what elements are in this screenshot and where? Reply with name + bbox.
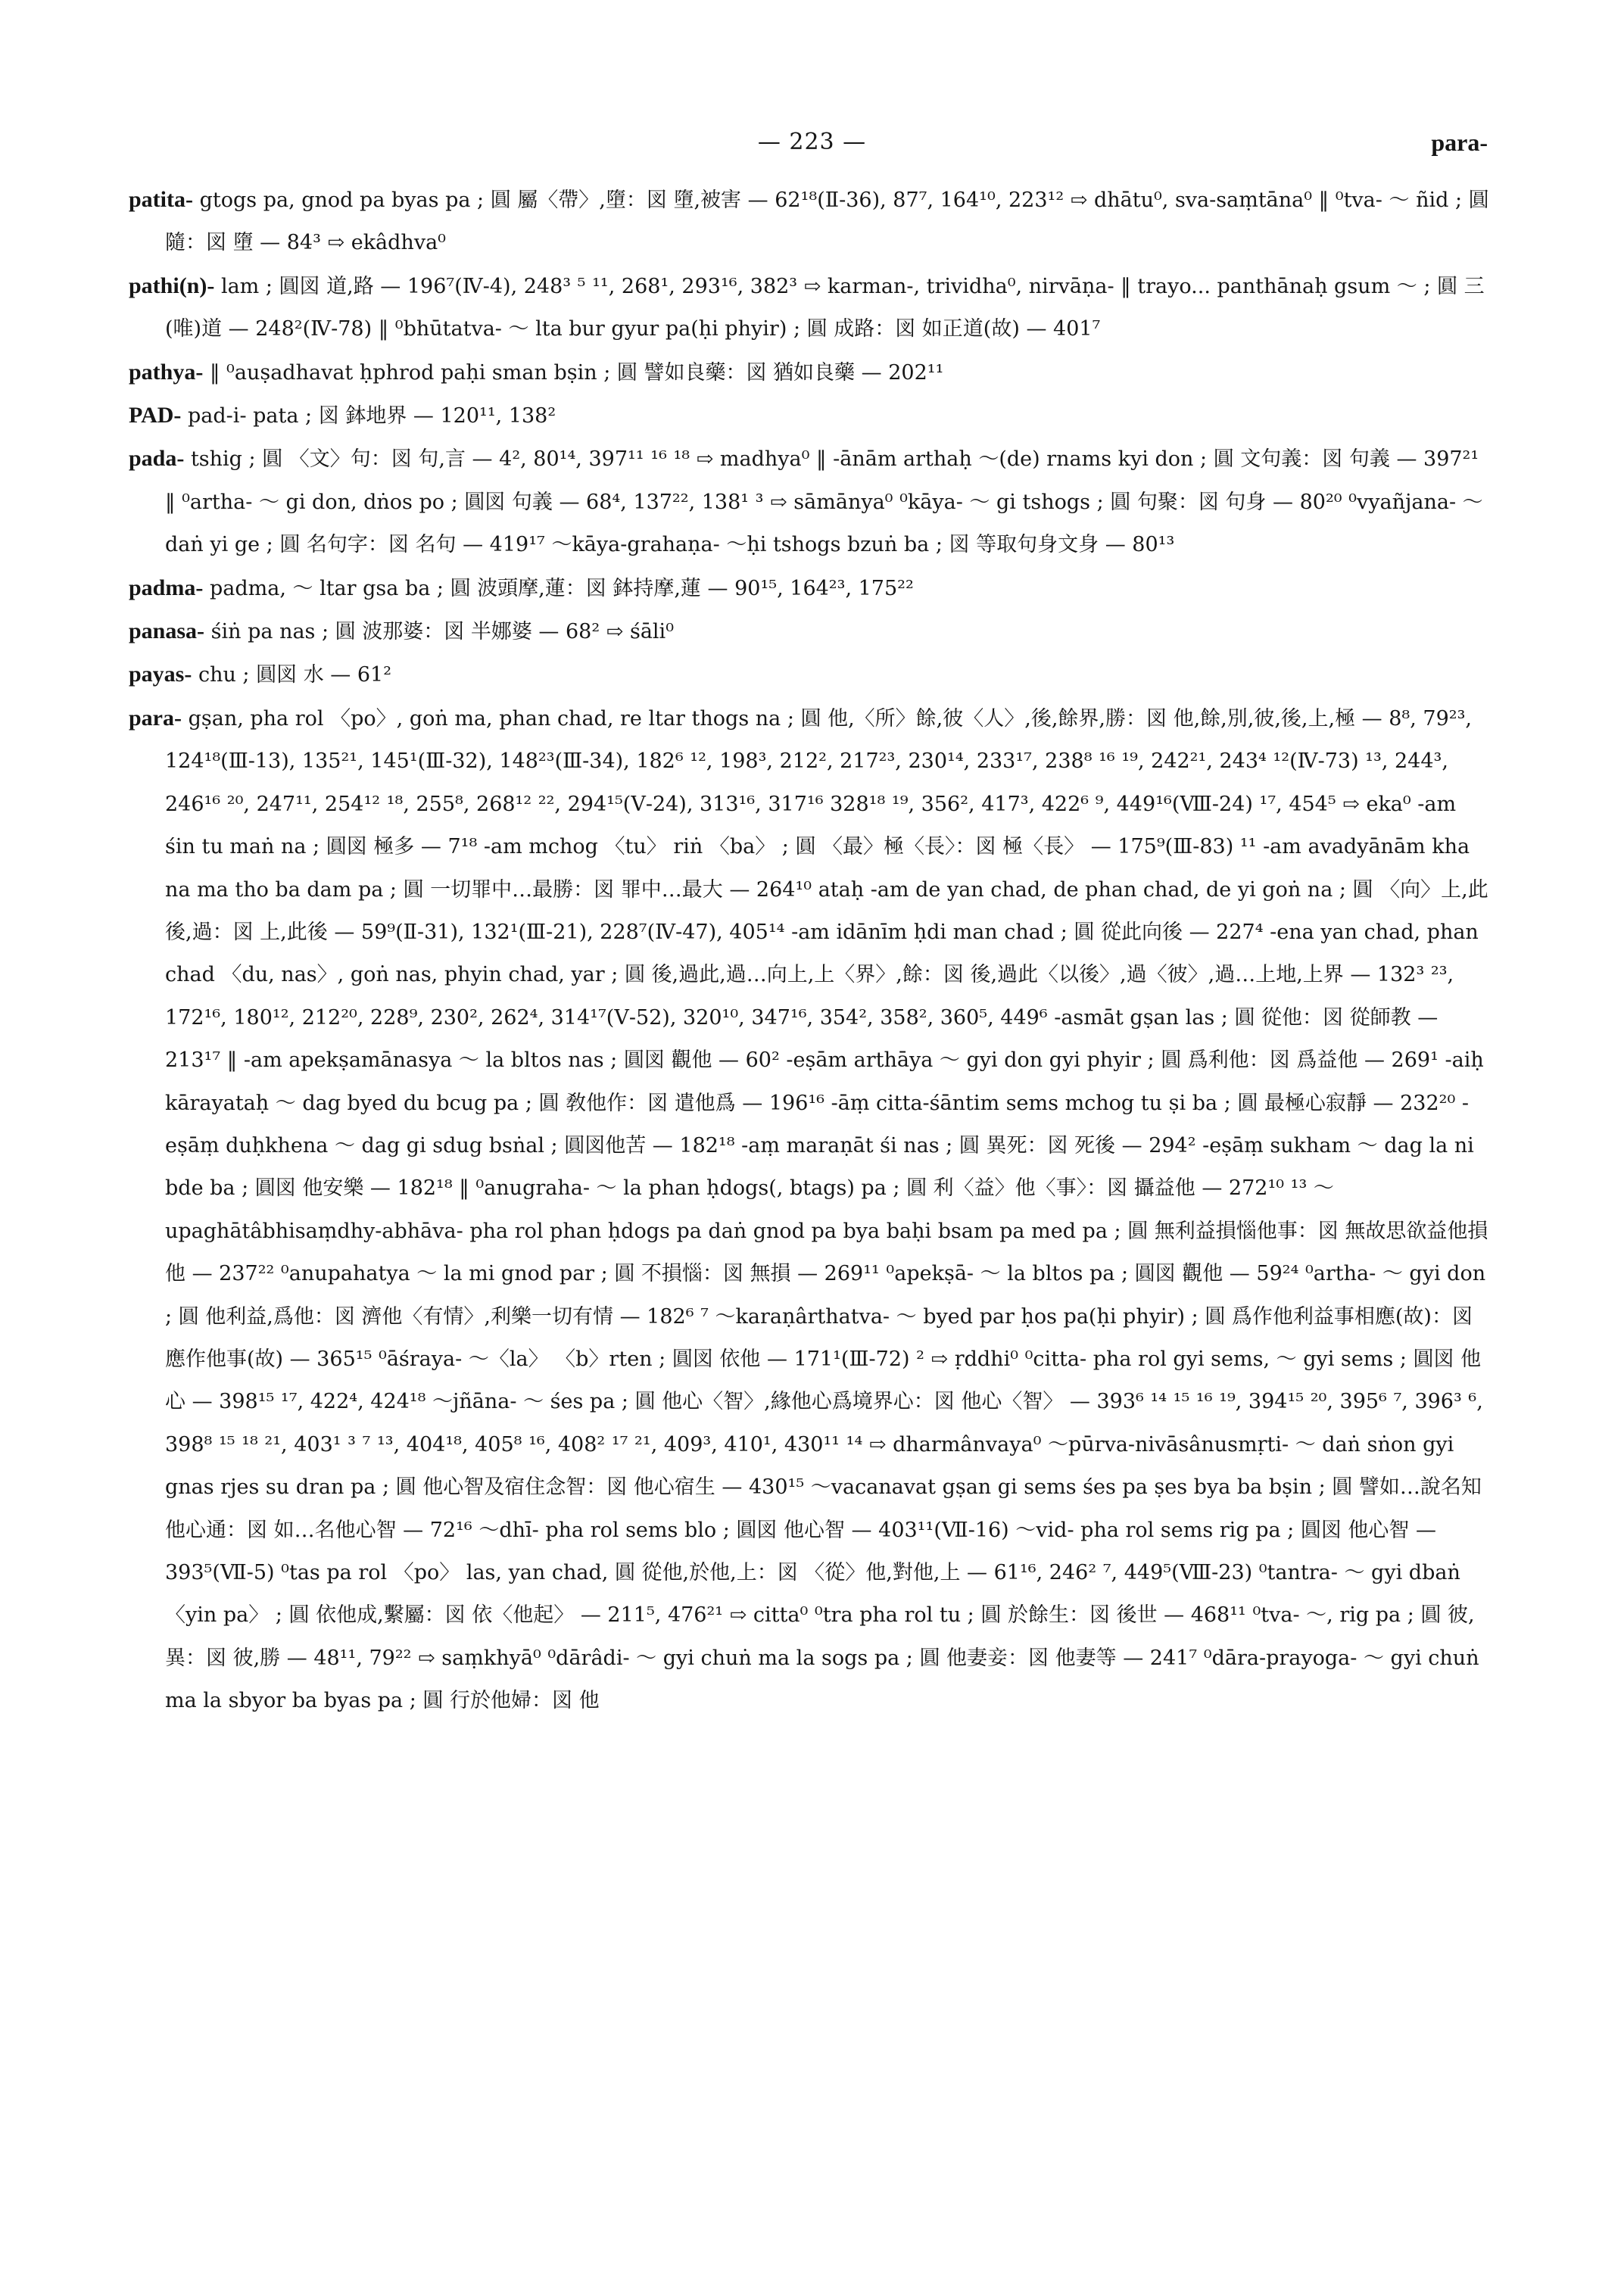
running-head: para- <box>1431 129 1488 156</box>
page-header <box>0 129 1624 159</box>
entry-payas <box>129 653 1492 696</box>
headword: pada- <box>129 446 185 472</box>
entries-body <box>129 179 1492 1723</box>
entry-text: śiṅ pa nas ; 圓 波那婆：図 半娜婆 — 68² ⇨ śāli⁰ <box>210 620 675 644</box>
entry-text: gṣan, pha rol 〈po〉, goṅ ma, phan chad, re ltar thogs na ; 圓 他,〈所〉餘,彼〈人〉,後,餘界,勝：図 他,餘,別,彼,後,上,極 — 8⁸, 79²³, 124¹⁸(Ⅲ-13), 135²¹, 145¹(Ⅲ-32), 148²³(Ⅲ-34), 182⁶ ¹², 198³, 212², 217²³, 230¹⁴, 233¹⁷, 238⁸ ¹⁶ ¹⁹, 242²¹, 243⁴ ¹²(Ⅳ-73) ¹³, 244³, 246¹⁶ ²⁰, 247¹¹, 254¹² ¹⁸, 255⁸, 268¹² ²², 294¹⁵(Ⅴ-24), 313¹⁶, 317¹⁶ 328¹⁸ ¹⁹, 356², 417³, 422⁶ ⁹, 449¹⁶(Ⅷ-24) ¹⁷, 454⁵ ⇨ eka⁰ -am śin tu maṅ na ; 圓図 極多 — 7¹⁸ -am mchog 〈tu〉 riṅ 〈ba〉 ; 圓 〈最〉極〈長〉：図 極〈長〉 — 175⁹(Ⅲ-83) ¹¹ -am avadyānām kha na ma tho ba dam pa ; 圓 一切罪中…最勝：図 罪中…最大 — 264¹⁰ ataḥ -am de yan chad, de phan chad, de yi goṅ na ; 圓 〈向〉上,此後,過：図 上,此後 — 59⁹(Ⅱ-31), 132¹(Ⅲ-21), 228⁷(Ⅳ-47), 405¹⁴ -am idānīm ḥdi man chad ; 圓 從此向後 — 227⁴ -ena yan chad, phan chad 〈du, nas〉, goṅ nas, phyin chad, yar ; 圓 後,過此,過…向上,上〈界〉,餘：図 後,過此〈以後〉,過〈彼〉,過…上地,上界 — 132³ ²³, 172¹⁶, 180¹², 212²⁰, 228⁹, 230², 262⁴, 314¹⁷(Ⅴ-52), 320¹⁰, 347¹⁶, 354², 358², 360⁵, 449⁶ -asmāt gṣan las ; 圓 從他：図 從師教 — 213¹⁷ ‖ -am apekṣamānasya ～ la bltos nas ; 圓図 觀他 — 60² -eṣām arthāya ～ gyi don gyi phyir ; 圓 爲利他：図 爲益他 — 269¹ -aiḥ kārayataḥ ～ dag byed du bcug pa ; 圓 敎他作：図 遣他爲 — 196¹⁶ -āṃ citta-śāntim sems mchog tu ṣi ba ; 圓 最極心寂靜 — 232²⁰ -eṣāṃ duḥkhena ～ dag gi sdug bsṅal ; 圓図他苦 — 182¹⁸ -aṃ maraṇāt śi nas ; 圓 異死：図 死後 — 294² -eṣāṃ sukham ～ dag la ni bde ba ; 圓図 他安樂 — 182¹⁸ ‖ ⁰anugraha- ～ la phan ḥdogs(, btags) pa ; 圓 利〈益〉他〈事〉：図 攝益他 — 272¹⁰ ¹³ ～upaghātâbhisaṃdhy-abhāva- pha rol phan ḥdogs pa daṅ gnod pa bya baḥi bsam pa med pa ; 圓 無利益損惱他事：図 無故思欲益他損他 — 237²² ⁰anupahatya ～ la mi gnod par ; 圓 不損惱：図 無損 — 269¹¹ ⁰apekṣā- ～ la bltos pa ; 圓図 觀他 — 59²⁴ ⁰artha- ～ gyi don ; 圓 他利益,爲他：図 濟他〈有情〉,利樂一切有情 — 182⁶ ⁷ ～karaṇârthatva- ～ byed par ḥos pa(ḥi phyir) ; 圓 爲作他利益事相應(故)：図 應作他事(故) — 365¹⁵ ⁰āśraya- ～〈la〉 〈b〉rten ; 圓図 依他 — 171¹(Ⅲ-72) ² ⇨ ṛddhi⁰ ⁰citta- pha rol gyi sems, ～ gyi sems ; 圓図 他心 — 398¹⁵ ¹⁷, 422⁴, 424¹⁸ ～jñāna- ～ śes pa ; 圓 他心〈智〉,緣他心爲境界心：図 他心〈智〉 — 393⁶ ¹⁴ ¹⁵ ¹⁶ ¹⁹, 394¹⁵ ²⁰, 395⁶ ⁷, 396³ ⁶, 398⁸ ¹⁵ ¹⁸ ²¹, 403¹ ³ ⁷ ¹³, 404¹⁸, 405⁸ ¹⁶, 408² ¹⁷ ²¹, 409³, 410¹, 430¹¹ ¹⁴ ⇨ dharmânvaya⁰ ～pūrva-nivāsânusmṛti- ～ daṅ sṅon gyi gnas rjes su dran pa ; 圓 他心智及宿住念智：図 他心宿生 — 430¹⁵ ～vacanavat gṣan gi sems śes pa ṣes bya ba bṣin ; 圓 譬如…說名知他心通：図 如…名他心智 — 72¹⁶ ～dhī- pha rol sems blo ; 圓図 他心智 — 403¹¹(Ⅶ-16) ～vid- pha rol sems rig pa ; 圓図 他心智 — 393⁵(Ⅶ-5) ⁰tas pa rol 〈po〉 las, yan chad, 圓 從他,於他,上：図 〈從〉他,對他,上 — 61¹⁶, 246² ⁷, 449⁵(Ⅷ-23) ⁰tantra- ～ gyi dbaṅ 〈yin pa〉 ; 圓 依他成,繫屬：図 依〈他起〉 — 211⁵, 476²¹ ⇨ citta⁰ ⁰tra pha rol tu ; 圓 於餘生：図 後世 — 468¹¹ ⁰tva- ～, rig pa ; 圓 彼,異：図 彼,勝 — 48¹¹, 79²² ⇨ saṃkhyā⁰ ⁰dārâdi- ～ gyi chuṅ ma la sogs pa ; 圓 他妻妾：図 他妻等 — 241⁷ ⁰dāra-prayoga- ～ gyi chuṅ ma la sbyor ba byas pa ; 圓 行於他婦：図 他 <box>165 706 1488 1713</box>
headword: para- <box>129 705 182 731</box>
page-number: — 223 — <box>757 129 867 155</box>
entry-pada <box>129 438 1492 566</box>
headword: pathya- <box>129 359 204 385</box>
entry-text: ‖ ⁰auṣadhavat ḥphrod paḥi sman bṣin ; 圓 譬如良藥：図 猶如良藥 — 202¹¹ <box>209 360 944 385</box>
headword: panasa- <box>129 618 205 644</box>
entry-para <box>129 697 1492 1723</box>
entry-pad <box>129 394 1492 438</box>
entry-pathya <box>129 351 1492 394</box>
entry-text: lam ; 圓図 道,路 — 196⁷(Ⅳ-4), 248³ ⁵ ¹¹, 268¹, 293¹⁶, 382³ ⇨ karman-, trividha⁰, nirvāṇa- ‖ trayo... panthānaḥ gsum ～ ; 圓 三(唯)道 — 248²(Ⅳ-78) ‖ ⁰bhūtatva- ～ lta bur gyur pa(ḥi phyir) ; 圓 成路：図 如正道(故) — 401⁷ <box>165 274 1485 341</box>
entry-text: chu ; 圓図 水 — 61² <box>198 663 392 687</box>
headword: PAD- <box>129 403 182 428</box>
entry-patita <box>129 179 1492 265</box>
entry-text: gtogs pa, gnod pa byas pa ; 圓 屬〈帶〉,墮：図 墮,被害 — 62¹⁸(Ⅱ-36), 87⁷, 164¹⁰, 223¹² ⇨ dhātu⁰, sva-saṃtāna⁰ ‖ ⁰tva- ～ ñid ; 圓 隨：図 墮 — 84³ ⇨ ekâdhva⁰ <box>165 188 1489 255</box>
entry-text: tshig ; 圓 〈文〉句：図 句,言 — 4², 80¹⁴, 397¹¹ ¹⁶ ¹⁸ ⇨ madhya⁰ ‖ -ānām arthaḥ ～(de) rnams kyi don ; 圓 文句義：図 句義 — 397²¹ ‖ ⁰artha- ～ gi don, dṅos po ; 圓図 句義 — 68⁴, 137²², 138¹ ³ ⇨ sāmānya⁰ ⁰kāya- ～ gi tshogs ; 圓 句聚：図 句身 — 80²⁰ ⁰vyañjana- ～ daṅ yi ge ; 圓 名句字：図 名句 — 419¹⁷ ～kāya-grahaṇa- ～ḥi tshogs bzuṅ ba ; 図 等取句身文身 — 80¹³ <box>165 447 1483 557</box>
headword: pathi(n)- <box>129 273 215 298</box>
headword: payas- <box>129 662 192 687</box>
headword: patita- <box>129 187 193 212</box>
entry-text: padma, ～ ltar gsa ba ; 圓 波頭摩,蓮：図 鉢持摩,蓮 — 90¹⁵, 164²³, 175²² <box>209 576 914 600</box>
entry-padma <box>129 567 1492 610</box>
entry-pathin <box>129 265 1492 351</box>
entry-text: pad-i- pata ; 図 鉢地界 — 120¹¹, 138² <box>188 404 556 428</box>
headword: padma- <box>129 575 204 600</box>
entry-panasa <box>129 610 1492 653</box>
